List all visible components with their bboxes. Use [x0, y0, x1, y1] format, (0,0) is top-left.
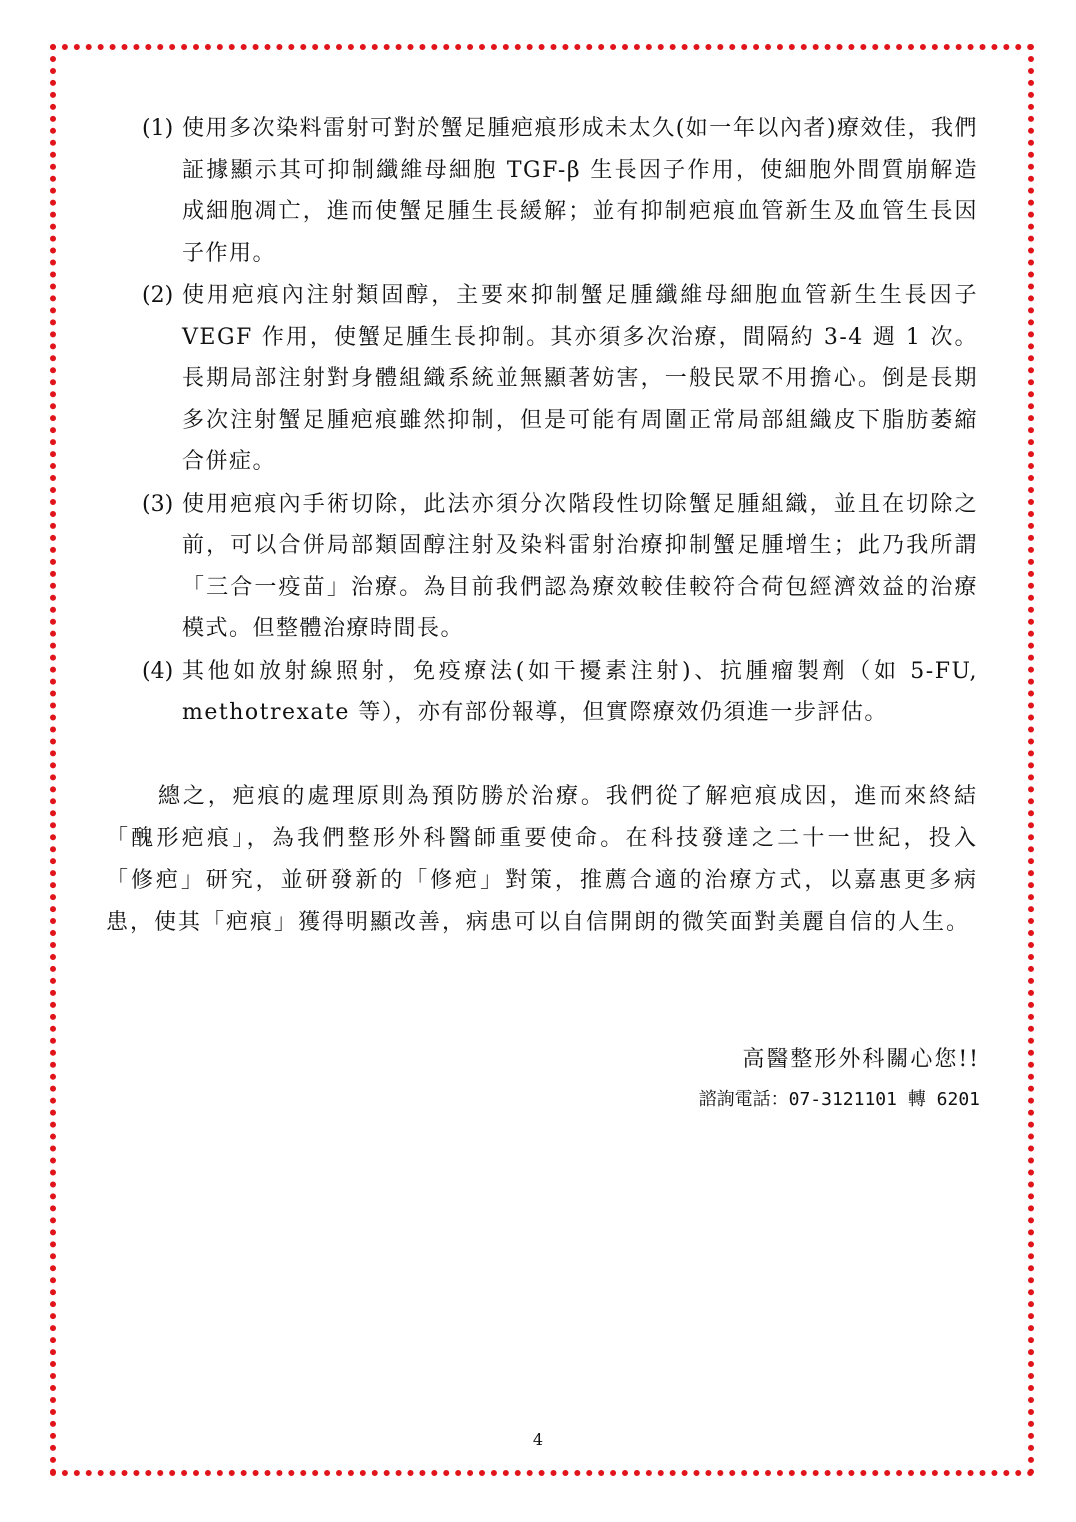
list-item — [106, 651, 978, 734]
page-number: 4 — [532, 1430, 544, 1449]
item-number: (4) — [142, 658, 174, 684]
list-item — [106, 108, 978, 274]
list-item — [106, 275, 978, 483]
list-item — [106, 484, 978, 650]
item-text: 其他如放射線照射，免疫療法(如干擾素注射)、抗腫瘤製劑（如 5-FU, methotrexate 等），亦有部份報導，但實際療效仍須進一步評估。 — [182, 658, 978, 725]
item-text: 使用疤痕內手術切除，此法亦須分次階段性切除蟹足腫組織，並且在切除之前，可以合併局部類固醇注射及染料雷射治療抑制蟹足腫增生；此乃我所謂「三合一疫苗」治療。為目前我們認為療效較佳較符合荷包經濟效益的治療模式。但整體治療時間長。 — [182, 491, 978, 641]
item-text: 使用疤痕內注射類固醇，主要來抑制蟹足腫纖維母細胞血管新生生長因子 VEGF 作用，使蟹足腫生長抑制。其亦須多次治療，間隔約 3-4 週 1 次。長期局部注射對身體組織系統並無顯著妨害，一般民眾不用擔心。倒是長期多次注射蟹足腫疤痕雖然抑制，但是可能有周圍正常局部組織皮下脂肪萎縮合併症。 — [182, 283, 978, 474]
item-number: (3) — [142, 491, 174, 517]
item-number: (2) — [142, 283, 174, 308]
phone-line: 諮詢電話：07-3121101 轉 6201 — [698, 1089, 980, 1110]
document-body — [106, 108, 978, 966]
signoff-block — [699, 1040, 980, 1120]
item-number: (1) — [142, 116, 174, 141]
conclusion-paragraph: 總之，疤痕的處理原則為預防勝於治療。我們從了解疤痕成因，進而來終結「醜形疤痕」，為我們整形外科醫師重要使命。在科技發達之二十一世紀，投入「修疤」研究，並研發新的「修疤」對策，推薦合適的治療方式，以嘉惠更多病患，使其「疤痕」獲得明顯改善，病患可以自信開朗的微笑面對美麗自信的人生。 — [106, 783, 978, 935]
closing-line: 高醫整形外科關心您!! — [742, 1047, 980, 1072]
item-text: 使用多次染料雷射可對於蟹足腫疤痕形成未太久(如一年以內者)療效佳，我們証據顯示其可抑制纖維母細胞 TGF-β 生長因子作用，使細胞外間質崩解造成細胞凋亡，進而使蟹足腫生長緩解；並有抑制疤痕血管新生及血管生長因子作用。 — [182, 116, 978, 266]
